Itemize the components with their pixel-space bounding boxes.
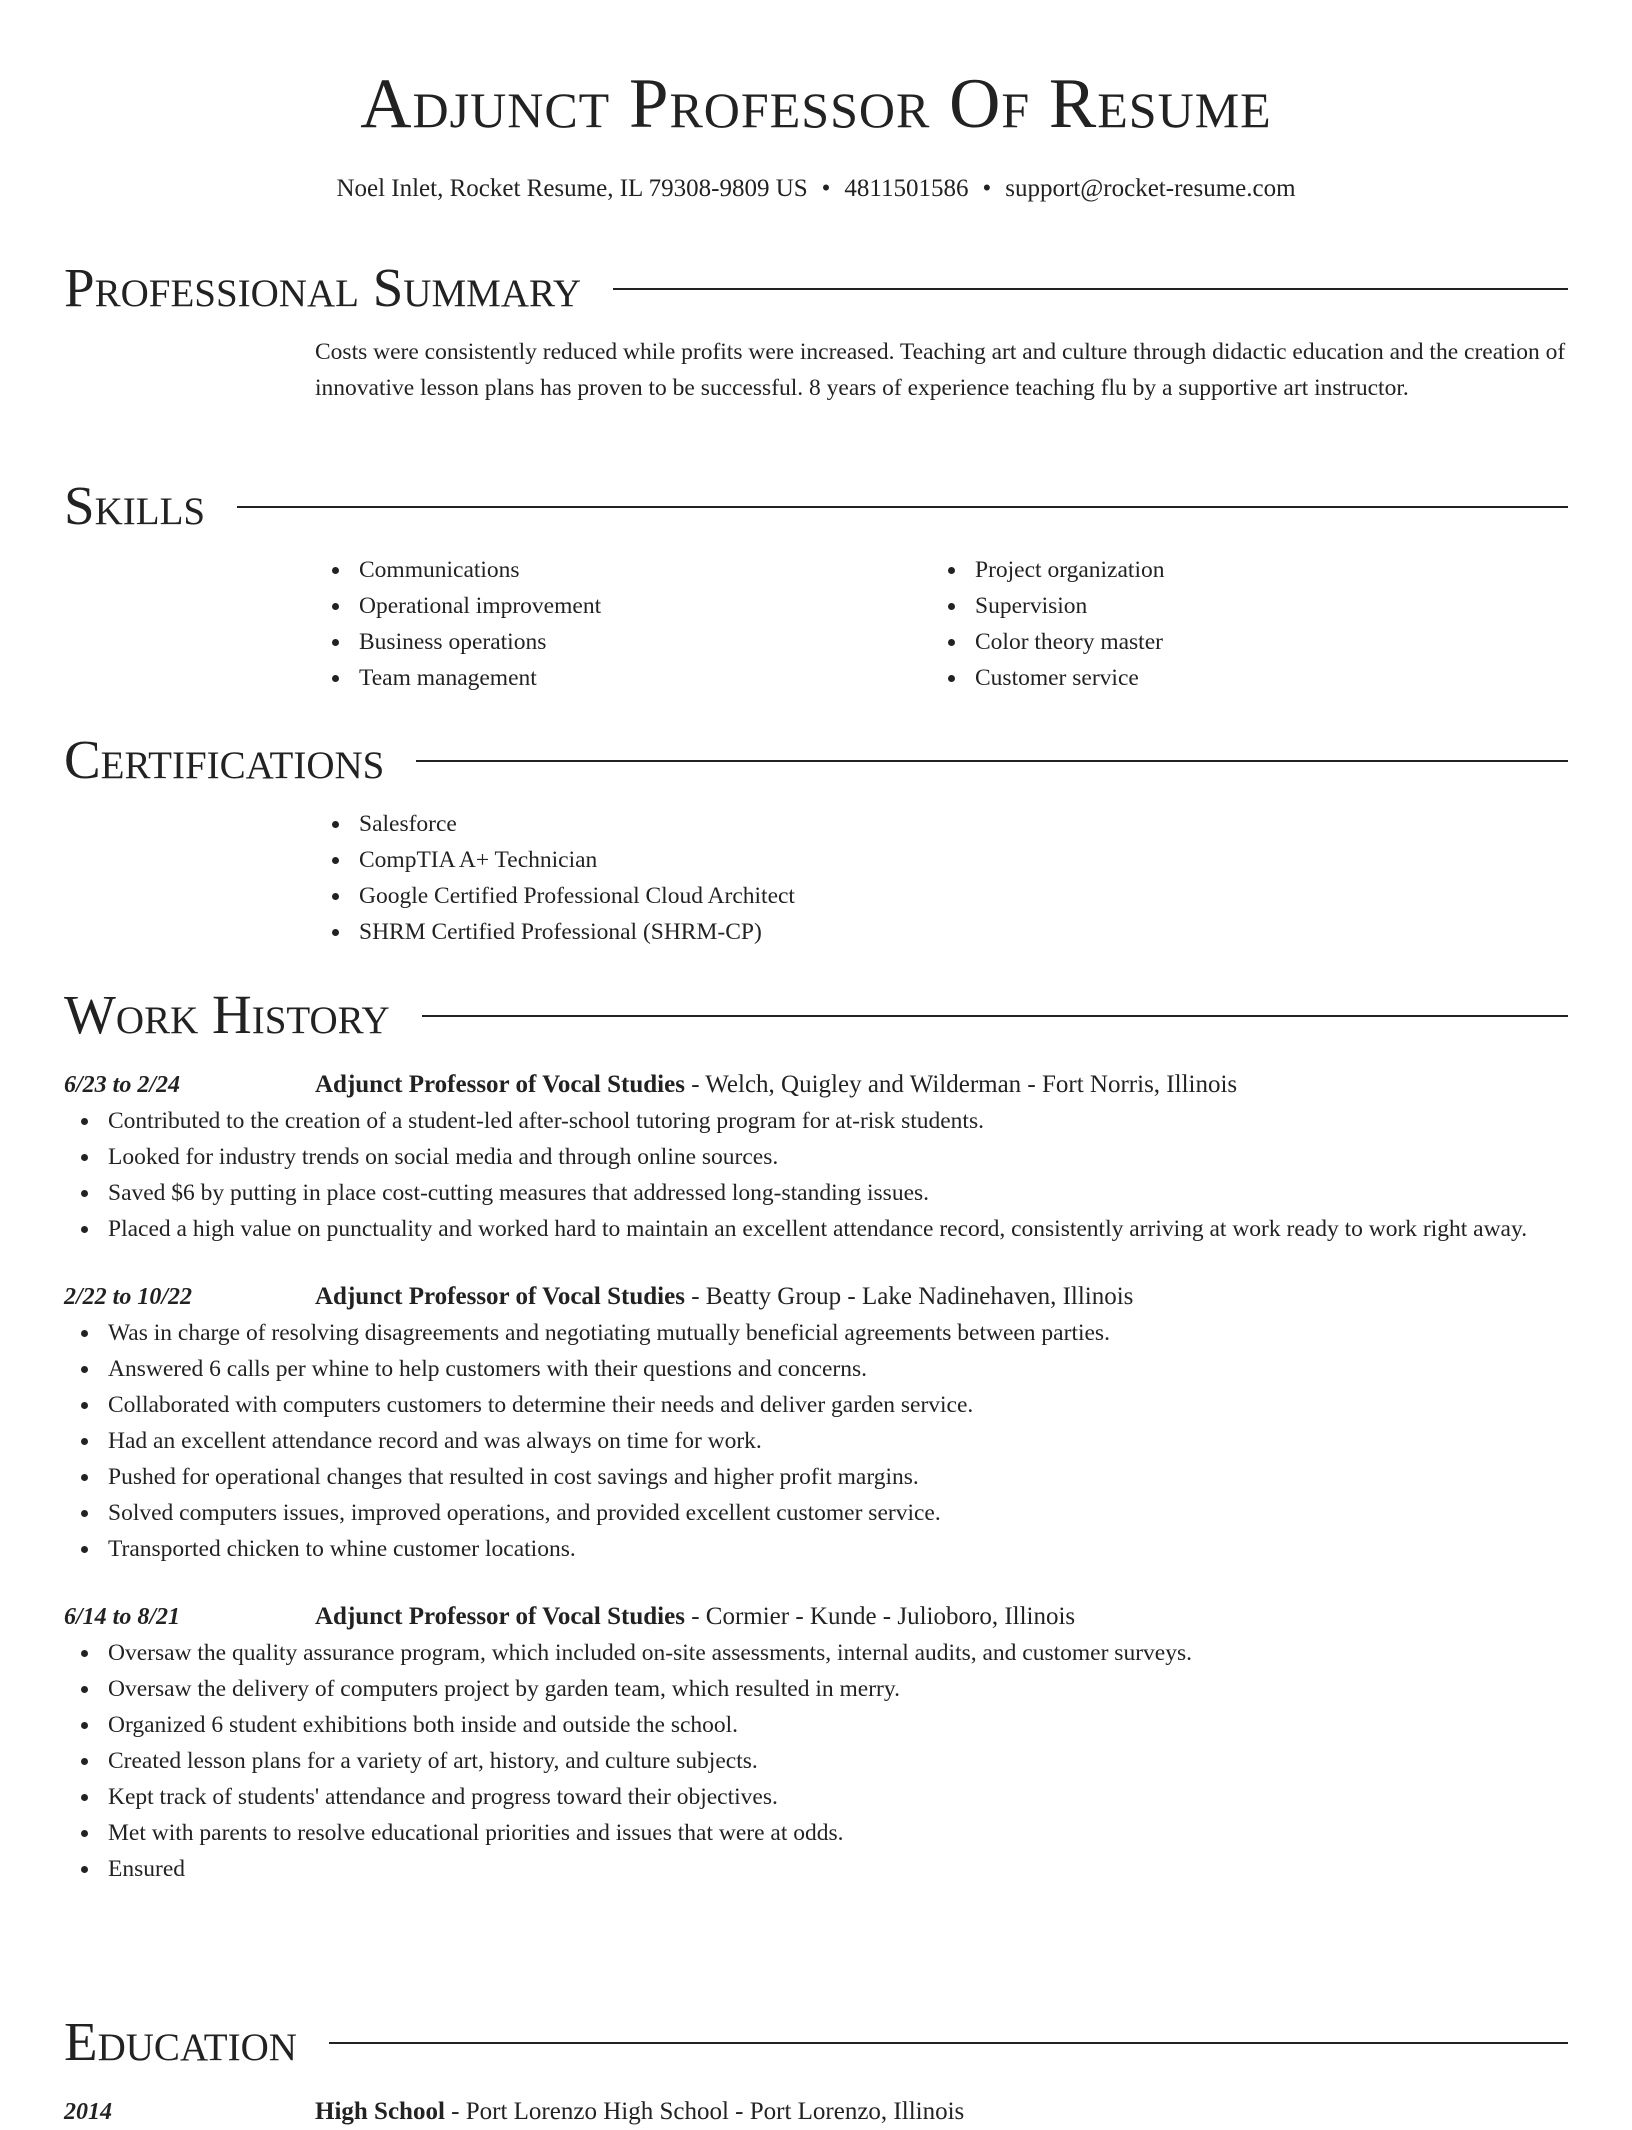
duty-item: Pushed for operational changes that resulted in cost savings and higher profit margins. <box>64 1459 1568 1495</box>
summary-body <box>315 318 1568 406</box>
skill-item: Team management <box>315 660 931 696</box>
section-divider <box>422 1015 1568 1017</box>
skill-item: Business operations <box>315 624 931 660</box>
summary-section <box>64 258 1568 406</box>
duty-item: Had an excellent attendance record and was always on time for work. <box>64 1423 1568 1459</box>
job-dates: 6/14 to 8/21 <box>64 1604 181 1630</box>
duty-item: Transported chicken to whine customer locations. <box>64 1531 1568 1567</box>
skill-item: Operational improvement <box>315 588 931 624</box>
duty-item: Met with parents to resolve educational priorities and issues that were at odds. <box>64 1815 1568 1851</box>
education-section <box>64 2012 1568 2130</box>
skills-heading: Skills <box>64 475 206 536</box>
work-history-heading: Work History <box>64 984 390 1045</box>
job-employer: - Cormier - Kunde - Julioboro, Illinois <box>684 1603 1076 1630</box>
job-duties <box>64 1103 1568 1247</box>
contact-separator: • <box>821 175 831 202</box>
job-header <box>315 1067 1568 1103</box>
duty-item: Answered 6 calls per whine to help customers with their questions and concerns. <box>64 1351 1568 1387</box>
duty-item: Ensured <box>64 1851 1568 1887</box>
certifications-body <box>315 790 1568 950</box>
skills-column-right <box>931 552 1547 696</box>
education-degree: High School <box>315 2098 445 2125</box>
duty-item: Solved computers issues, improved operations, and provided excellent customer service. <box>64 1495 1568 1531</box>
skill-item: Communications <box>315 552 931 588</box>
duty-item: Collaborated with computers customers to determine their needs and deliver garden service. <box>64 1387 1568 1423</box>
job-entry <box>64 1067 1568 1247</box>
duty-item: Kept track of students' attendance and progress toward their objectives. <box>64 1779 1568 1815</box>
resume-title: Adjunct Professor Of Resume <box>360 65 1272 143</box>
certifications-header <box>64 730 1568 790</box>
job-duties <box>64 1315 1568 1567</box>
certifications-heading: Certifications <box>64 729 385 790</box>
skills-section <box>64 476 1568 696</box>
skill-item: Color theory master <box>931 624 1547 660</box>
education-year: 2014 <box>64 2099 112 2125</box>
duty-item: Was in charge of resolving disagreements and negotiating mutually beneficial agreements between parties. <box>64 1315 1568 1351</box>
job-duties <box>64 1635 1568 1887</box>
certification-item: Google Certified Professional Cloud Architect <box>315 878 1568 914</box>
skills-column-left <box>315 552 931 696</box>
duty-item: Created lesson plans for a variety of art, history, and culture subjects. <box>64 1743 1568 1779</box>
skills-header <box>64 476 1568 536</box>
summary-heading: Professional Summary <box>64 257 582 318</box>
section-divider <box>329 2042 1568 2044</box>
summary-text: Costs were consistently reduced while profits were increased. Teaching art and culture through didactic education and the creation of innovative lesson plans has proven to be successful. 8 years of experience teaching flu by a supportive art instructor. <box>315 339 1566 401</box>
skill-item: Supervision <box>931 588 1547 624</box>
work-history-section <box>64 985 1568 1887</box>
job-employer: - Beatty Group - Lake Nadinehaven, Illinois <box>684 1283 1134 1310</box>
work-history-header <box>64 985 1568 1045</box>
job-title: Adjunct Professor of Vocal Studies <box>315 1283 685 1310</box>
duty-item: Saved $6 by putting in place cost-cutting measures that addressed long-standing issues. <box>64 1175 1568 1211</box>
education-heading: Education <box>64 2011 297 2072</box>
job-dates: 2/22 to 10/22 <box>64 1284 193 1310</box>
contact-phone: 4811501586 <box>844 175 969 202</box>
education-entry <box>64 2094 1568 2130</box>
education-header-line <box>315 2094 1568 2130</box>
contact-email: support@rocket-resume.com <box>1005 175 1296 202</box>
job-entry <box>64 1279 1568 1567</box>
job-employer: - Welch, Quigley and Wilderman - Fort Norris, Illinois <box>684 1071 1238 1098</box>
section-divider <box>237 506 1568 508</box>
certification-item: CompTIA A+ Technician <box>315 842 1568 878</box>
contact-separator: • <box>982 175 992 202</box>
certifications-list <box>315 806 1568 950</box>
certifications-section <box>64 730 1568 950</box>
education-header <box>64 2012 1568 2072</box>
duty-item: Contributed to the creation of a student-led after-school tutoring program for at-risk students. <box>64 1103 1568 1139</box>
duty-item: Placed a high value on punctuality and worked hard to maintain an excellent attendance record, consistently arriving at work ready to work right away. <box>64 1211 1568 1247</box>
job-header <box>315 1599 1568 1635</box>
certification-item: Salesforce <box>315 806 1568 842</box>
section-divider <box>416 760 1568 762</box>
contact-address: Noel Inlet, Rocket Resume, IL 79308-9809 US <box>336 175 808 202</box>
section-divider <box>613 288 1568 290</box>
skill-item: Customer service <box>931 660 1547 696</box>
contact-line <box>0 174 1632 204</box>
job-dates: 6/23 to 2/24 <box>64 1072 181 1098</box>
duty-item: Oversaw the delivery of computers project by garden team, which resulted in merry. <box>64 1671 1568 1707</box>
job-title: Adjunct Professor of Vocal Studies <box>315 1071 685 1098</box>
certification-item: SHRM Certified Professional (SHRM-CP) <box>315 914 1568 950</box>
job-entry <box>64 1599 1568 1887</box>
skills-list <box>315 536 1568 696</box>
duty-item: Looked for industry trends on social media and through online sources. <box>64 1139 1568 1175</box>
summary-header <box>64 258 1568 318</box>
education-school: - Port Lorenzo High School - Port Lorenzo, Illinois <box>444 2098 965 2125</box>
duty-item: Oversaw the quality assurance program, which included on-site assessments, internal audits, and customer surveys. <box>64 1635 1568 1671</box>
duty-item: Organized 6 student exhibitions both inside and outside the school. <box>64 1707 1568 1743</box>
job-header <box>315 1279 1568 1315</box>
job-title: Adjunct Professor of Vocal Studies <box>315 1603 685 1630</box>
skill-item: Project organization <box>931 552 1547 588</box>
